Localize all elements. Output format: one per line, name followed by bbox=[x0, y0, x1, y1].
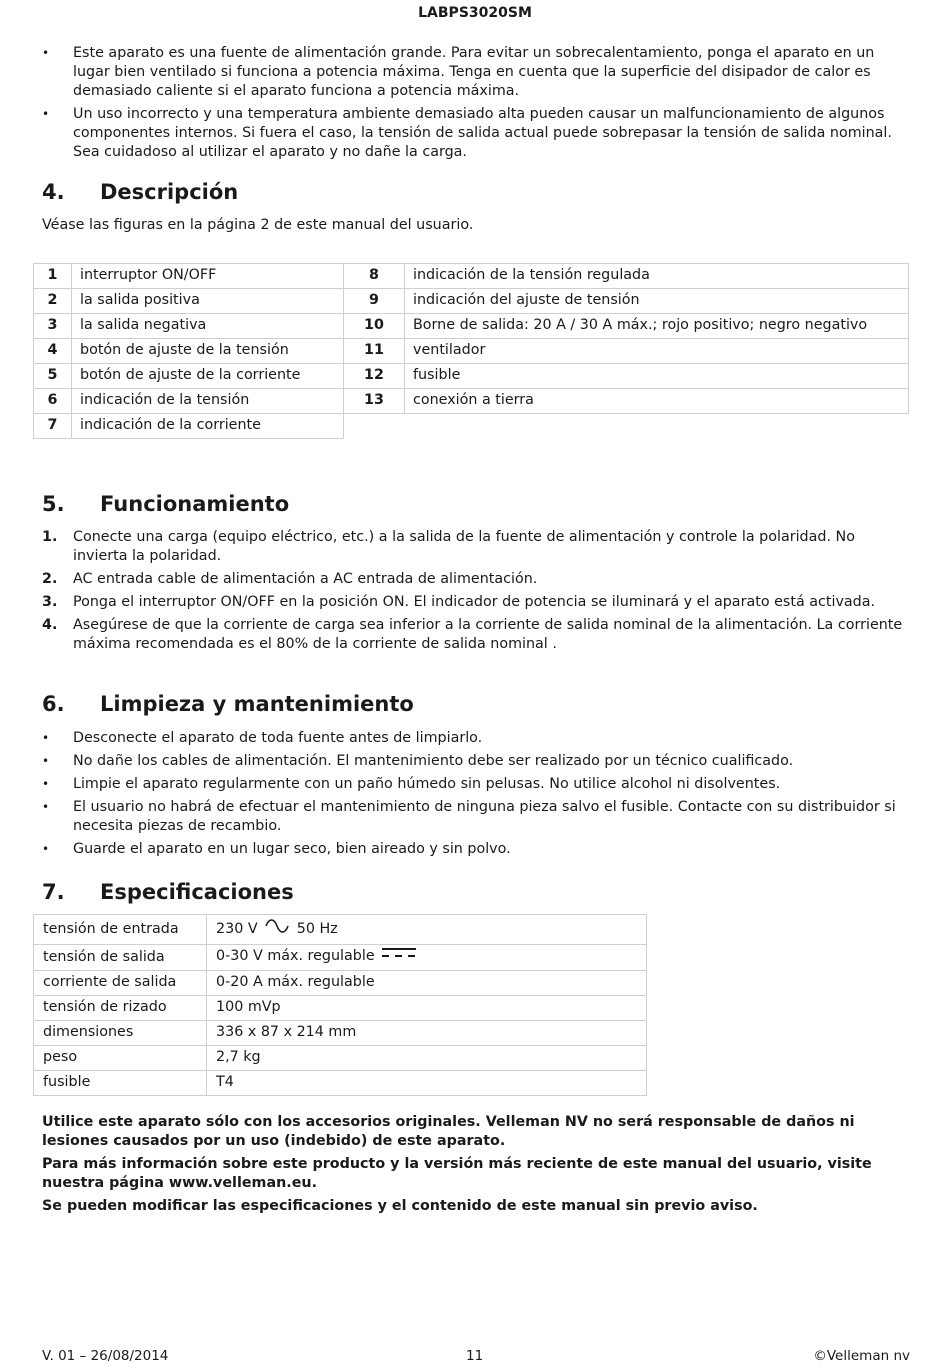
item-number: 11 bbox=[344, 339, 405, 364]
spec-key: fusible bbox=[34, 1071, 207, 1096]
spec-key: corriente de salida bbox=[34, 971, 207, 996]
list-item bbox=[42, 570, 910, 589]
dc-symbol-icon bbox=[381, 947, 417, 967]
spec-value: 2,7 kg bbox=[207, 1046, 647, 1071]
item-label: botón de ajuste de la tensión bbox=[72, 339, 344, 364]
item-label: indicación de la tensión regulada bbox=[405, 264, 909, 289]
spec-value: 100 mVp bbox=[207, 996, 647, 1021]
item-label: indicación de la corriente bbox=[72, 414, 344, 439]
item-label: la salida positiva bbox=[72, 289, 344, 314]
list-item: • Este aparato es una fuente de alimentación grande. Para evitar un sobrecalentamiento, ponga el aparato en un lugar bien ventilado si funciona a potencia máxima. Tenga en cuenta que la superficie del disipador de calor es demasiado caliente si el aparato funciona a potencia máxima. bbox=[42, 44, 910, 101]
item-number: 7 bbox=[34, 414, 72, 439]
step-text: Conecte una carga (equipo eléctrico, etc.) a la salida de la fuente de alimentación y controle la polaridad. No invierta la polaridad. bbox=[73, 529, 856, 564]
list-item bbox=[42, 616, 910, 654]
spec-value bbox=[207, 945, 647, 971]
spec-key: peso bbox=[34, 1046, 207, 1071]
section-number: 4. bbox=[42, 180, 65, 204]
list-item bbox=[42, 593, 910, 612]
step-text: Ponga el interruptor ON/OFF en la posición ON. El indicador de potencia se iluminará y el aparato está activada. bbox=[73, 594, 876, 610]
item-label: botón de ajuste de la corriente bbox=[72, 364, 344, 389]
table-row bbox=[34, 1071, 647, 1096]
footer-copyright: ©Velleman nv bbox=[813, 1348, 910, 1364]
item-number: 13 bbox=[344, 389, 405, 414]
section-intro-text: Véase las figuras en la página 2 de este manual del usuario. bbox=[42, 217, 474, 233]
table-row bbox=[34, 1021, 647, 1046]
item-number: 10 bbox=[344, 314, 405, 339]
empty-cell bbox=[344, 414, 405, 439]
table-row bbox=[34, 289, 909, 314]
item-label: fusible bbox=[405, 364, 909, 389]
item-label: indicación de la tensión bbox=[72, 389, 344, 414]
step-number: 3. bbox=[42, 594, 58, 610]
intro-bullet-list bbox=[42, 44, 910, 166]
spec-value bbox=[207, 915, 647, 945]
item-label: la salida negativa bbox=[72, 314, 344, 339]
spec-value: 0-20 A máx. regulable bbox=[207, 971, 647, 996]
item-label: Borne de salida: 20 A / 30 A máx.; rojo positivo; negro negativo bbox=[405, 314, 909, 339]
spec-key: tensión de rizado bbox=[34, 996, 207, 1021]
legal-notes bbox=[42, 1113, 910, 1220]
item-label: indicación del ajuste de tensión bbox=[405, 289, 909, 314]
document-header: LABPS3020SM bbox=[418, 5, 532, 21]
spec-value: T4 bbox=[207, 1071, 647, 1096]
ac-sine-icon bbox=[264, 917, 290, 941]
section-title: Especificaciones bbox=[100, 880, 294, 904]
list-item: • Guarde el aparato en un lugar seco, bien aireado y sin polvo. bbox=[42, 840, 910, 859]
list-item bbox=[42, 528, 910, 566]
list-item: • No dañe los cables de alimentación. El mantenimiento debe ser realizado por un técnico cualificado. bbox=[42, 752, 910, 771]
step-number: 4. bbox=[42, 617, 58, 633]
item-number: 2 bbox=[34, 289, 72, 314]
list-item: • Desconecte el aparato de toda fuente antes de limpiarlo. bbox=[42, 729, 910, 748]
section-heading-especificaciones bbox=[42, 880, 294, 904]
item-number: 5 bbox=[34, 364, 72, 389]
note-paragraph: Se pueden modificar las especificaciones y el contenido de este manual sin previo aviso. bbox=[42, 1198, 758, 1214]
table-row bbox=[34, 414, 909, 439]
spec-value-text: 230 V bbox=[216, 921, 258, 937]
section-title: Descripción bbox=[100, 180, 239, 204]
item-number: 6 bbox=[34, 389, 72, 414]
item-number: 12 bbox=[344, 364, 405, 389]
table-row bbox=[34, 389, 909, 414]
spec-value-text: 0-30 V máx. regulable bbox=[216, 948, 375, 964]
spec-key: tensión de entrada bbox=[34, 915, 207, 945]
item-label: interruptor ON/OFF bbox=[72, 264, 344, 289]
spec-key: tensión de salida bbox=[34, 945, 207, 971]
note-paragraph: Para más información sobre este producto y la versión más reciente de este manual del usuario, visite nuestra página www.velleman.eu. bbox=[42, 1156, 872, 1191]
step-number: 1. bbox=[42, 529, 58, 545]
specifications-table bbox=[33, 914, 647, 1096]
spec-key: dimensiones bbox=[34, 1021, 207, 1046]
table-row bbox=[34, 915, 647, 945]
section-number: 7. bbox=[42, 880, 65, 904]
table-row bbox=[34, 314, 909, 339]
list-item: • Un uso incorrecto y una temperatura ambiente demasiado alta pueden causar un malfuncionamiento de algunos componentes internos. Si fuera el caso, la tensión de salida actual puede sobrepasar la tensión de salida nominal. Sea cuidadoso al utilizar el aparato y no dañe la carga. bbox=[42, 105, 910, 162]
table-row bbox=[34, 339, 909, 364]
footer-page-number: 11 bbox=[466, 1348, 484, 1364]
section-heading-funcionamiento bbox=[42, 492, 289, 516]
list-item: • El usuario no habrá de efectuar el mantenimiento de ninguna pieza salvo el fusible. Contacte con su distribuidor si necesita piezas de recambio. bbox=[42, 798, 910, 836]
table-row bbox=[34, 1046, 647, 1071]
table-row bbox=[34, 264, 909, 289]
spec-value-frequency: 50 Hz bbox=[296, 921, 338, 937]
item-label: conexión a tierra bbox=[405, 389, 909, 414]
section-heading-limpieza bbox=[42, 692, 414, 716]
table-row bbox=[34, 364, 909, 389]
description-table bbox=[33, 263, 909, 439]
section-number: 5. bbox=[42, 492, 65, 516]
operation-steps bbox=[42, 528, 910, 658]
step-text: AC entrada cable de alimentación a AC entrada de alimentación. bbox=[73, 571, 538, 587]
item-number: 9 bbox=[344, 289, 405, 314]
note-paragraph: Utilice este aparato sólo con los accesorios originales. Velleman NV no será responsable de daños ni lesiones causados por un uso (indebido) de este aparato. bbox=[42, 1114, 855, 1149]
table-row bbox=[34, 996, 647, 1021]
item-number: 1 bbox=[34, 264, 72, 289]
section-title: Limpieza y mantenimiento bbox=[100, 692, 414, 716]
maintenance-bullet-list bbox=[42, 729, 910, 863]
item-number: 8 bbox=[344, 264, 405, 289]
item-label: ventilador bbox=[405, 339, 909, 364]
section-title: Funcionamiento bbox=[100, 492, 290, 516]
section-number: 6. bbox=[42, 692, 65, 716]
empty-cell bbox=[405, 414, 909, 439]
list-item: • Limpie el aparato regularmente con un paño húmedo sin pelusas. No utilice alcohol ni disolventes. bbox=[42, 775, 910, 794]
item-number: 4 bbox=[34, 339, 72, 364]
step-text: Asegúrese de que la corriente de carga sea inferior a la corriente de salida nominal de la alimentación. La corriente máxima recomendada es el 80% de la corriente de salida nominal . bbox=[73, 617, 903, 652]
spec-value: 336 x 87 x 214 mm bbox=[207, 1021, 647, 1046]
item-number: 3 bbox=[34, 314, 72, 339]
footer-version: V. 01 – 26/08/2014 bbox=[42, 1348, 169, 1364]
table-row bbox=[34, 971, 647, 996]
step-number: 2. bbox=[42, 571, 58, 587]
section-heading-descripcion bbox=[42, 180, 238, 204]
table-row bbox=[34, 945, 647, 971]
